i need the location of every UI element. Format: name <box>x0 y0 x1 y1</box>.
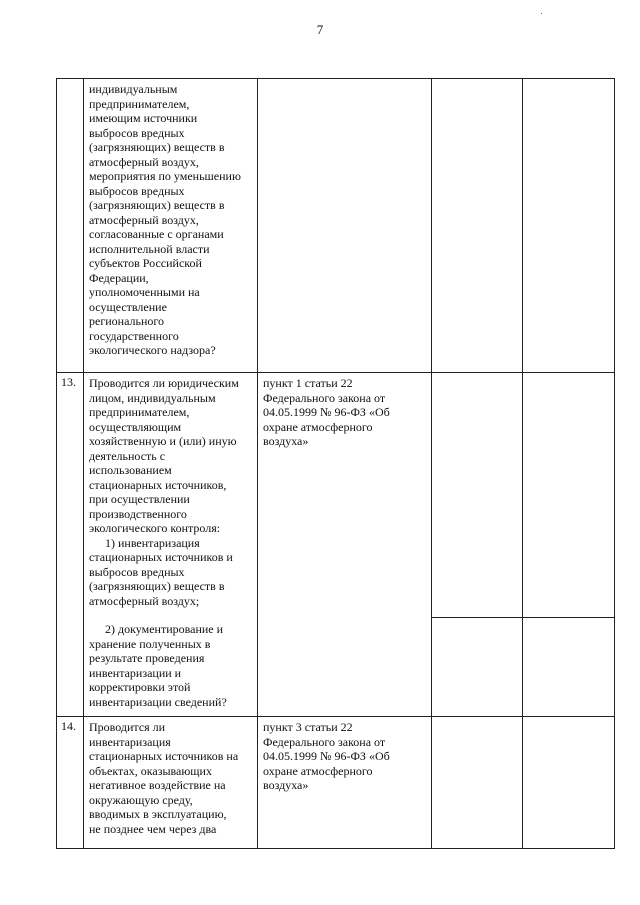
subitem-line: инвентаризации сведений? <box>89 694 227 709</box>
scan-speck <box>541 13 542 14</box>
question-line: Проводится ли <box>89 720 166 734</box>
question-line: атмосферный воздух, <box>89 154 199 169</box>
question-line: Проводится ли юридическим <box>89 376 239 390</box>
question-cell <box>84 79 258 373</box>
checklist-table <box>56 78 615 849</box>
question-line: согласованные с органами <box>89 227 224 241</box>
note-cell[interactable] <box>523 717 615 849</box>
question-line: предпринимателем, <box>89 405 190 419</box>
answer-cell[interactable] <box>432 79 523 373</box>
reference-cell <box>258 717 432 849</box>
subitem-line: хранение полученных в <box>89 636 211 651</box>
question-line: выбросов вредных <box>89 125 185 140</box>
question-line: исполнительной власти <box>89 241 210 256</box>
subitem-line: выбросов вредных <box>89 564 185 579</box>
question-line: выбросов вредных <box>89 183 185 198</box>
row-number-cell <box>57 79 84 373</box>
question-line: экологического контроля: <box>89 521 221 535</box>
question-line: объектах, оказывающих <box>89 763 212 778</box>
answer-cell-subitem-1[interactable] <box>432 373 523 618</box>
question-line: государственного <box>89 328 179 343</box>
subitem-line: (загрязняющих) веществ в <box>89 579 225 593</box>
question-line: вводимых в эксплуатацию, <box>89 807 227 821</box>
question-line: (загрязняющих) веществ в <box>89 140 225 154</box>
question-line: деятельность с <box>89 448 166 463</box>
question-cell <box>84 717 258 849</box>
reference-line: воздуха» <box>263 434 309 448</box>
question-line: (загрязняющих) веществ в <box>89 198 225 212</box>
reference-line: воздуха» <box>263 778 309 792</box>
question-line: атмосферный воздух, <box>89 212 199 227</box>
table-row-13 <box>57 373 615 618</box>
question-line: уполномоченными на <box>89 285 200 299</box>
subitem-line: стационарных источников и <box>89 550 233 564</box>
reference-line: охране атмосферного <box>263 419 373 434</box>
note-cell-subitem-1[interactable] <box>523 373 615 618</box>
question-line: Федерации, <box>89 270 149 285</box>
question-line: при осуществлении <box>89 492 190 506</box>
reference-line: пункт 1 статьи 22 <box>263 376 353 390</box>
page-number: 7 <box>316 22 324 37</box>
answer-cell-subitem-2[interactable] <box>432 618 523 717</box>
note-cell[interactable] <box>523 79 615 373</box>
question-line: стационарных источников на <box>89 749 239 763</box>
subitem-line: результате проведения <box>89 651 205 665</box>
reference-line: Федерального закона от <box>263 734 386 749</box>
reference-cell <box>258 79 432 373</box>
question-line: предпринимателем, <box>89 96 190 111</box>
question-line: лицом, индивидуальным <box>89 390 216 405</box>
reference-line: Федерального закона от <box>263 390 386 405</box>
subitem-line: инвентаризации и <box>89 665 182 680</box>
question-line: не позднее чем через два <box>89 821 217 836</box>
answer-cell[interactable] <box>432 717 523 849</box>
question-line: мероприятия по уменьшению <box>89 169 241 183</box>
question-line: производственного <box>89 506 187 521</box>
table-row-continued <box>57 79 615 373</box>
subitem-line: атмосферный воздух; <box>89 593 200 608</box>
question-line: стационарных источников, <box>89 477 227 492</box>
subitem-line: корректировки этой <box>89 680 191 694</box>
question-line: экологического надзора? <box>89 343 216 357</box>
reference-line: охране атмосферного <box>263 763 373 778</box>
row-number-cell: 14. <box>57 717 84 849</box>
question-line: индивидуальным <box>89 82 178 96</box>
question-line: субъектов Российской <box>89 256 202 270</box>
question-line: хозяйственную и (или) иную <box>89 434 237 448</box>
question-line: негативное воздействие на <box>89 778 226 792</box>
subitem-line: 1) инвентаризация <box>105 535 200 550</box>
question-line: имеющим источники <box>89 111 198 125</box>
reference-line: пункт 3 статьи 22 <box>263 720 353 734</box>
question-cell <box>84 373 258 717</box>
note-cell-subitem-2[interactable] <box>523 618 615 717</box>
row-number-cell: 13. <box>57 373 84 717</box>
question-line: осуществление <box>89 299 167 314</box>
reference-line: 04.05.1999 № 96-ФЗ «Об <box>263 749 390 763</box>
question-line: инвентаризация <box>89 734 171 749</box>
question-line: окружающую среду, <box>89 792 193 807</box>
subitem-line: 2) документирование и <box>105 622 224 636</box>
question-line: осуществляющим <box>89 419 182 434</box>
question-line: использованием <box>89 463 172 477</box>
question-line: регионального <box>89 314 165 328</box>
table-row-14 <box>57 717 615 849</box>
reference-line: 04.05.1999 № 96-ФЗ «Об <box>263 405 390 419</box>
reference-cell <box>258 373 432 717</box>
